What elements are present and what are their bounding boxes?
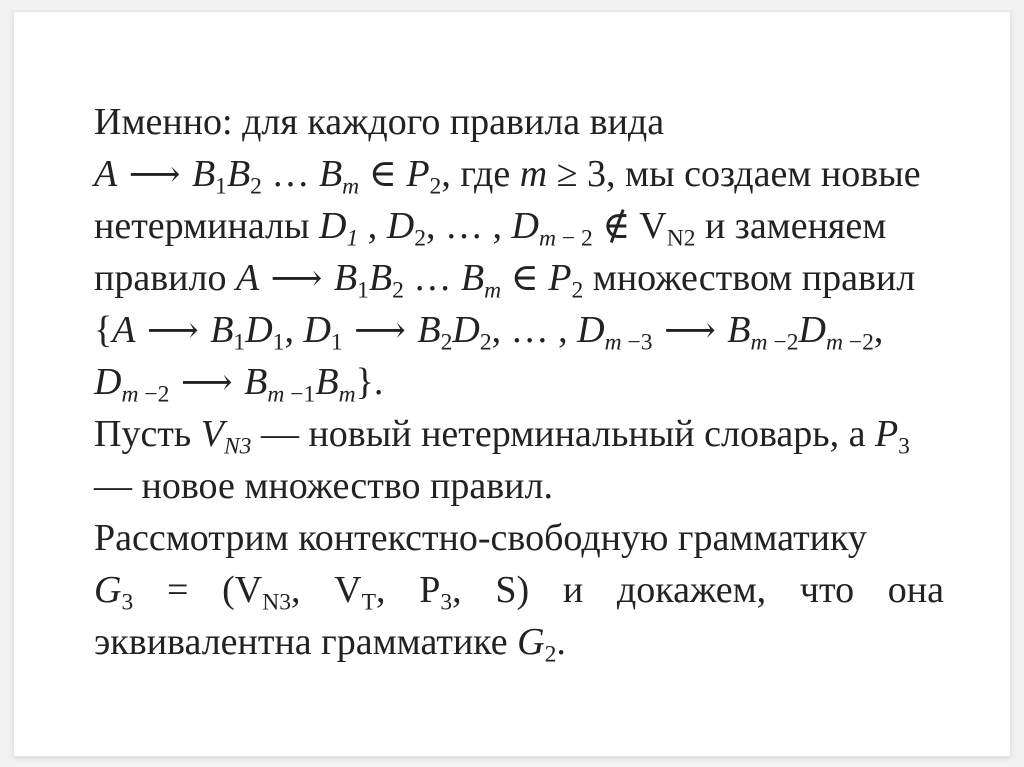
- tuple-vn3: ($V_{N3}$,: [222, 569, 301, 616]
- symbol-m: m: [519, 153, 548, 195]
- line-9-text: Рассмотрим контекстно-свободную грамматику: [94, 517, 867, 559]
- text-new-dictionary: — новый нетерминальный словарь, а: [251, 413, 875, 455]
- subscript: m: [538, 225, 556, 252]
- text-line-4: правило A ⟶ $B_1B_2$ … $B_m$ ∈ $P_2$ множеством правил: [94, 257, 916, 304]
- symbol-D: D: [511, 205, 539, 247]
- text-line-2: [94, 148, 944, 200]
- subscript: 1: [215, 173, 227, 200]
- word-prove: докажем,: [616, 569, 767, 611]
- symbol-G: G: [517, 621, 545, 663]
- tuple-s: S): [495, 569, 530, 611]
- subscript: m: [342, 173, 360, 200]
- word-and: и: [562, 569, 584, 611]
- tuple-p3: $P_3$,: [419, 569, 462, 616]
- symbol-B: B: [226, 153, 251, 195]
- line-1-text: Именно: для каждого правила вида: [94, 101, 665, 143]
- text-nonterminals: нетерминалы: [94, 205, 320, 247]
- text-line-6: $D_{m -2}$ ⟶ $B_{m -1}B_m$}.: [94, 361, 384, 408]
- arrow: ⟶: [270, 258, 323, 298]
- arrow: ⟶: [354, 310, 406, 350]
- text-line-10: [94, 564, 944, 616]
- symbol-D: D: [319, 205, 347, 247]
- right-brace: }.: [355, 361, 384, 403]
- text-let: Пусть: [94, 413, 201, 455]
- grammar-symbol: $G_3$: [94, 569, 134, 616]
- symbol-A: A: [94, 153, 118, 195]
- left-brace: {: [94, 309, 113, 351]
- text-equivalent: эквивалентна грамматике: [94, 621, 518, 663]
- symbol-V: V: [200, 413, 224, 455]
- text-line-8: [94, 460, 944, 512]
- slide-text: [94, 96, 944, 668]
- ellipsis: …: [261, 153, 319, 195]
- text-rule: правило: [94, 257, 236, 299]
- arrow: ⟶: [180, 362, 233, 402]
- text-line-11: эквивалентна грамматике $G_2$.: [94, 621, 566, 668]
- symbol-B: B: [318, 153, 343, 195]
- text-and-replace: и заменяем: [695, 205, 887, 247]
- arrow: ⟶: [664, 310, 716, 350]
- subscript: 1: [346, 225, 359, 252]
- symbol-B: B: [191, 153, 216, 195]
- subscript: N2: [666, 225, 696, 252]
- subscript: 2: [429, 173, 442, 200]
- not-element-of-symbol: ∉: [592, 205, 640, 247]
- tuple-vt: $V_T$,: [334, 569, 386, 616]
- text-line-7: Пусть $V_{N3}$ — новый нетерминальный словарь, а $P_3$: [94, 413, 910, 460]
- word-it: она: [887, 569, 944, 611]
- text-line-1: [94, 96, 944, 148]
- text-line-9: [94, 512, 944, 564]
- arrow: ⟶: [146, 310, 199, 350]
- arrow: ⟶: [128, 154, 181, 194]
- text-line-5: {A ⟶ $B_1D_1$, $D_1$ ⟶ $B_2D_2$, … , $D_{m -3}$ ⟶ $B_{m -2}D_{m -2}$,: [94, 309, 884, 356]
- text-where: , где: [441, 153, 520, 195]
- symbol-V: V: [639, 205, 667, 247]
- element-of-symbol: ∈: [510, 257, 539, 299]
- element-of-symbol: ∈: [368, 153, 397, 195]
- word-that: что: [799, 569, 855, 611]
- equals-sign: =: [166, 569, 189, 611]
- text-set-of-rules: множеством правил: [583, 257, 916, 299]
- symbol-D: D: [386, 205, 415, 247]
- symbol-P: P: [406, 153, 430, 195]
- condition-text: ≥ 3, мы создаем новые: [547, 153, 921, 195]
- line-8-text: — новое множество правил.: [94, 465, 553, 507]
- subscript: 2: [414, 225, 426, 252]
- text-line-3: нетерминалы $D_1$ , $D_2$, … , $D_{m - 2}$ ∉ $V_{N2}$ и заменяем: [94, 205, 887, 252]
- subscript: 2: [250, 173, 262, 200]
- slide: [14, 12, 1010, 756]
- symbol-P: P: [874, 413, 899, 455]
